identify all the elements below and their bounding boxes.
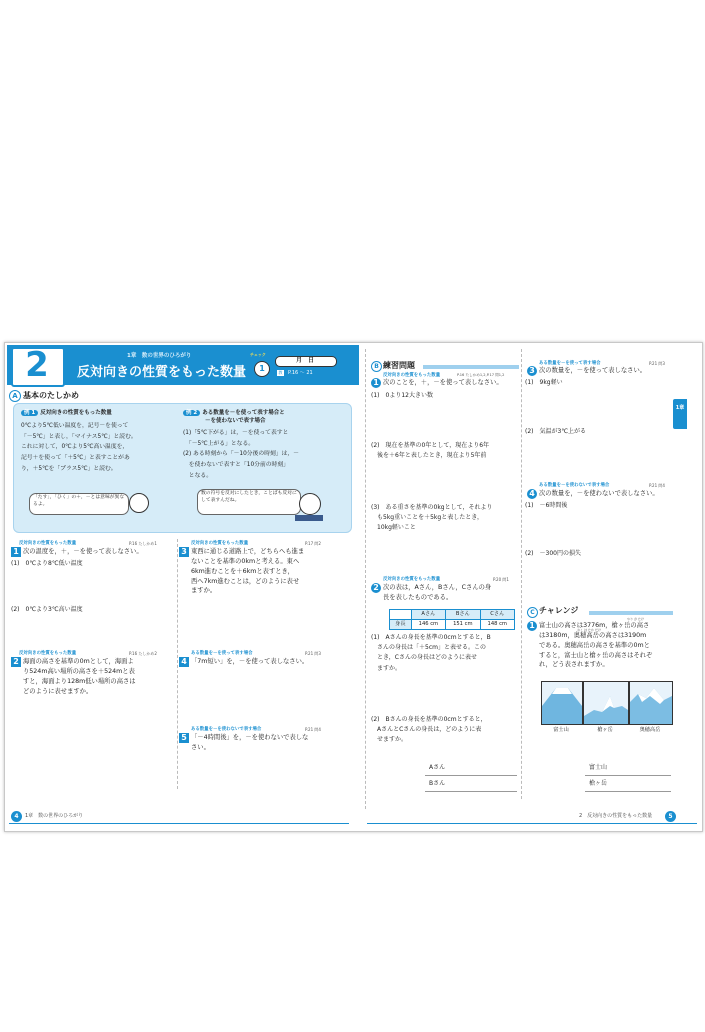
lesson-title: 反対向きの性質をもった数量: [77, 365, 247, 380]
left-column-divider: [177, 539, 178, 789]
clock-character-icon: [299, 493, 321, 515]
mountain-label-okuhotaka: 奥穂高岳: [639, 727, 661, 733]
p1-item-3: (3) ある重さを基準の0kgとして，それより も5kg重いことを＋5kgと表したとき， 10kg軽いこと: [371, 504, 493, 532]
p1-item-2: (2) 現在を基準の0年として，現在より6年 後を＋6年と表したとき，現在より5年前: [371, 442, 490, 460]
example1-badge: 例 1: [21, 410, 38, 416]
renshu-title: 練習問題: [383, 361, 415, 370]
p2-section-title: 反対向きの性質をもった数量: [383, 577, 441, 582]
q1-section-title: 反対向きの性質をもった数量: [19, 541, 77, 546]
c1-answer-yari-line[interactable]: [585, 791, 671, 792]
p3-ref: P.21 問3: [649, 361, 665, 366]
renshu-mark: B: [371, 361, 382, 372]
practice-1: 1 次のことを，＋，－を使って表しなさい。: [371, 378, 521, 388]
okuhotaka-image: [630, 682, 672, 724]
q1-number: 1: [11, 547, 21, 557]
example2-header: [183, 409, 348, 418]
mountain-photo-yari: [583, 681, 629, 725]
example1-title: 反対向きの性質をもった数量: [40, 410, 112, 416]
right-column-divider: [521, 349, 522, 799]
example2-badge: 例 2: [183, 410, 200, 416]
p3-section-title: ある数量を－を使って表す場合: [539, 361, 601, 366]
height-table: [389, 609, 515, 630]
q4-number: 4: [179, 657, 189, 667]
c1-answer-yari-label: 槍ヶ岳: [589, 780, 608, 787]
example2-text: (1)「5℃下がる」は，－を使って表すと 「－5℃上がる」となる。 (2) ある時刻から「－10分後の時刻」は，－ を使わないで表すと「10分前の時刻」 となる。: [183, 429, 299, 479]
q5-section-title: ある数量を－を使わないで表す場合: [191, 727, 262, 732]
chapter-side-tab-label: 1章: [675, 405, 685, 411]
q3-ref: P.17 問2: [305, 541, 321, 546]
practice-3: 3 次の数量を，－を使って表しなさい。: [527, 366, 677, 376]
challenge-title: チャレンジ: [539, 606, 579, 615]
p1-item-1: (1) 0より12大きい数: [371, 392, 433, 399]
p1-number: 1: [371, 378, 381, 388]
left-page-number: 4: [11, 811, 22, 822]
q3-number: 3: [179, 547, 189, 557]
p3-item-2: (2) 気温が3℃上がる: [525, 428, 587, 435]
yari-image: [584, 682, 628, 724]
practice-4: 4 次の数量を，－を使わないで表しなさい。: [527, 489, 677, 499]
example1-bubble: 「たす」，「ひく」の＋，－とは意味が異なるよ。: [29, 493, 129, 515]
example2-bubble: 数の符号を反対にしたとき，ことばも反対にして表すんだね。: [197, 489, 301, 515]
chapter-label: 1章 数の世界のひろがり: [127, 353, 192, 359]
p2-answer-b-line[interactable]: [425, 791, 517, 792]
textbook-ref: P.16 〜 21: [288, 370, 313, 376]
check-icon: 1: [254, 361, 270, 377]
p4-item-2: (2) －300円の損失: [525, 550, 581, 557]
fuji-image: [542, 682, 582, 724]
c1-answer-fuji-label: 富士山: [589, 764, 608, 771]
mountain-label-fuji: 富士山: [553, 727, 569, 733]
center-divider: [365, 349, 366, 809]
book-stack-icon: [295, 515, 323, 521]
p4-number: 4: [527, 489, 537, 499]
kihon-title: 基本のたしかめ: [23, 391, 79, 400]
mountain-photo-okuhotaka: [629, 681, 673, 725]
example2-title: ある数量を－を使って表す場合と: [202, 410, 285, 416]
p2-number: 2: [371, 583, 381, 593]
left-footer-text: 1章 数の世界のひろがり: [25, 813, 84, 819]
check-label: チェック: [250, 352, 266, 357]
mountain-photo-fuji: [541, 681, 583, 725]
p1-section-title: 反対向きの性質をもった数量: [383, 373, 441, 378]
example2-block: [183, 409, 348, 482]
p2-ref: P.20 問1: [493, 577, 509, 582]
c1-number: 1: [527, 621, 537, 631]
example1-text: 0℃より5℃低い温度を，記号－を使って 「－5℃」と表し，「マイナス5℃」と読む。 これに対して，0℃より5℃高い温度を， 記号＋を使って「＋5℃」と表すことがあ り，＋5℃を「プラス5℃」と読む。: [21, 422, 137, 472]
practice-2: 2 次の表は，Aさん，Bさん，Cさんの身 長を表したものである。: [371, 583, 521, 603]
p2-item-2: (2) Bさんの身長を基準の0cmとすると， AさんとCさんの身長は，どのように表 せますか。: [371, 716, 487, 744]
p2-item-1: (1) Aさんの身長を基準の0cmとすると，B さんの身長は「＋5cm」と表せる。この とき，Cさんの身長はどのように表せ ますか。: [371, 634, 491, 672]
p4-section-title: ある数量を－を使わないで表す場合: [539, 483, 610, 488]
q4-section-title: ある数量を－を使って表す場合: [191, 651, 253, 656]
ruby-yarigatake: やり が たけ: [627, 617, 644, 621]
right-footer-text: 2 反対向きの性質をもった数量: [579, 813, 653, 819]
question-2: 2 海面の高さを基準の0mとして，海面よ り524m高い場所の高さを＋524mと表 すと，海面より128m低い場所の高さは どのように表せますか。: [11, 657, 173, 696]
question-5: 5 「－4時間後」を，－を使わないで表しな さい。: [179, 733, 355, 753]
left-footer-line: [9, 823, 349, 824]
q1-item-2: (2) 0℃より3℃高い温度: [11, 606, 83, 613]
right-page-number: 5: [665, 811, 676, 822]
challenge-1: 1 富士山の高さは3776m，槍ヶ岳の高さ は3180m，奥穂高岳の高さは3190m である。奥穂高岳の高さを基準の0mと すると，富士山と槍ヶ岳の高さはそれぞ れ，どう表されますか。: [527, 621, 675, 670]
question-4: 4 「7m短い」を，－を使って表しなさい。: [179, 657, 355, 667]
q5-ref: P.21 問4: [305, 727, 321, 732]
table-row: 身長 146 cm 151 cm 148 cm: [390, 620, 515, 630]
example1-header: [21, 409, 181, 418]
q5-number: 5: [179, 733, 189, 743]
c1-answer-fuji-line[interactable]: [585, 775, 671, 776]
p4-item-1: (1) －6時間後: [525, 502, 568, 509]
q1-item-1: (1) 0℃より8℃低い温度: [11, 560, 83, 567]
question-1: 1 次の温度を，＋，－を使って表しなさい。: [11, 547, 176, 557]
q4-ref: P.21 問3: [305, 651, 321, 656]
q2-number: 2: [11, 657, 21, 667]
textbook-spread: [4, 342, 703, 832]
ruby-okuhotakadake: おく ほ たか だけ: [577, 628, 601, 632]
renshu-title-bar: [423, 365, 519, 369]
q1-ref: P.16 たしかめ1: [129, 541, 157, 546]
p3-item-1: (1) 9kg軽い: [525, 379, 563, 386]
question-3: 3 東西に通じる道路上で，どちらへも進ま ないことを基準の0kmと考える。東へ 6km進むことを＋6kmと表すとき， 西へ7km進むことは，どのように表せ ますか。: [179, 547, 355, 596]
kihon-mark: A: [9, 390, 21, 402]
textbook-ref-icon: 教: [278, 370, 283, 375]
q2-ref: P.16 たしかめ2: [129, 651, 157, 656]
example1-block: [21, 409, 181, 475]
challenge-title-bar: [589, 611, 673, 615]
q2-section-title: 反対向きの性質をもった数量: [19, 651, 77, 656]
lesson-number: 2: [25, 345, 49, 385]
p2-answer-a-line[interactable]: [425, 775, 517, 776]
table-header-row: Aさん Bさん Cさん: [390, 610, 515, 620]
p4-ref: P.21 問4: [649, 483, 665, 488]
p1-ref: P.16 たしかめ1,2,P.17 問1,2: [457, 373, 505, 377]
q3-section-title: 反対向きの性質をもった数量: [191, 541, 249, 546]
chapter-side-tab: [673, 399, 687, 429]
character-icon: [129, 493, 149, 513]
challenge-mark: C: [527, 607, 538, 618]
mountain-label-yari: 槍ヶ岳: [597, 727, 613, 733]
p3-number: 3: [527, 366, 537, 376]
date-label: 月 日: [295, 357, 314, 364]
p2-answer-b-label: Bさん: [429, 780, 446, 787]
p2-answer-a-label: Aさん: [429, 764, 446, 771]
example2-title2: －を使わないで表す場合: [205, 417, 266, 424]
right-footer-line: [367, 823, 697, 824]
